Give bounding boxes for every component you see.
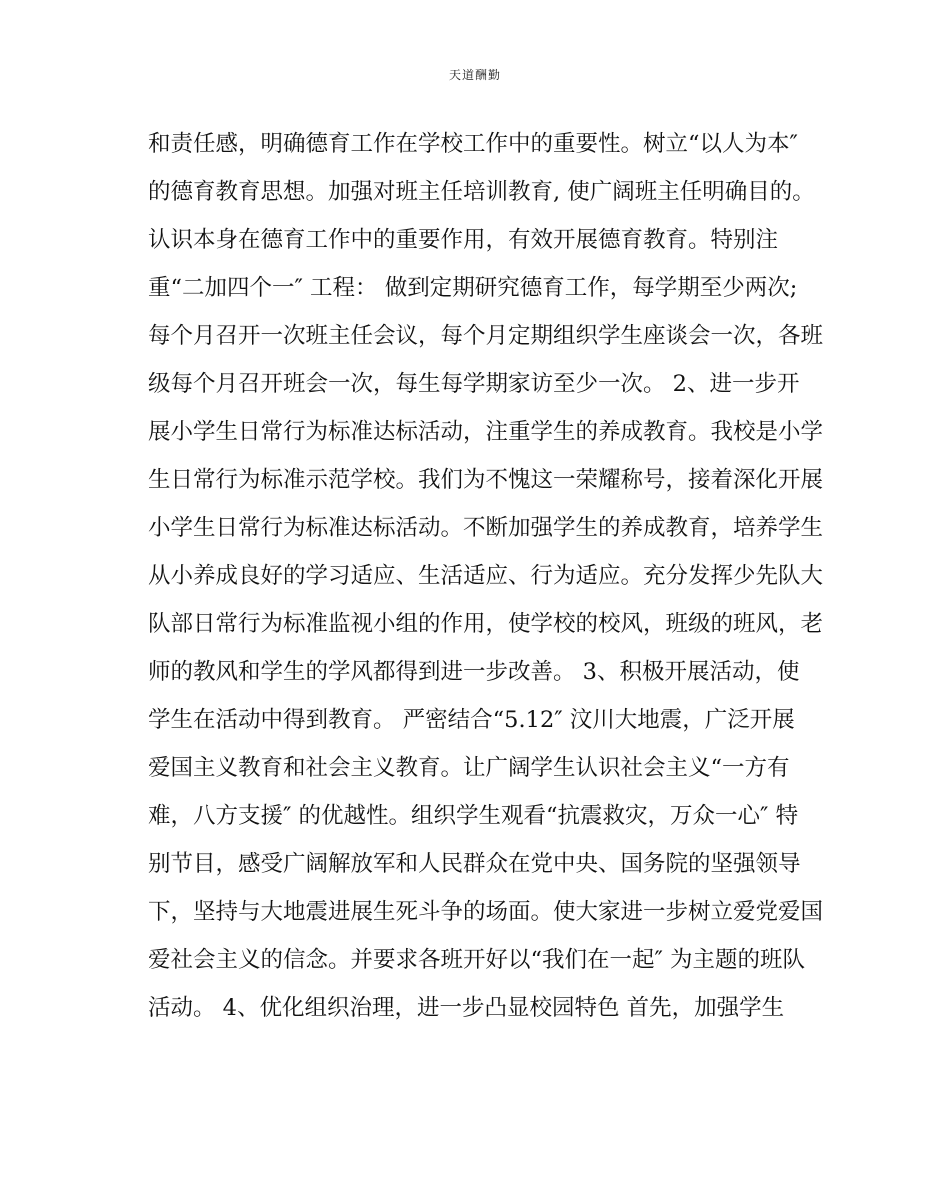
text-line: 每个月召开一次班主任会议，每个月定期组织学生座谈会一次，各班 bbox=[148, 323, 824, 349]
text-line: 别节目，感受广阔解放军和人民群众在党中央、国务院的坚强领导 bbox=[148, 851, 801, 877]
text-line: 爱国主义教育和社会主义教育。让广阔学生认识社会主义“一方有 bbox=[148, 755, 790, 781]
text-line: 学生在活动中得到教育。 严密结合“5.12″ 汶川大地震，广泛开展 bbox=[148, 707, 795, 733]
text-line: 从小养成良好的学习适应、生活适应、行为适应。充分发挥少先队大 bbox=[148, 563, 824, 589]
text-line: 级每个月召开班会一次，每生每学期家访至少一次。 2、进一步开 bbox=[148, 371, 800, 397]
text-line: 生日常行为标准示范学校。我们为不愧这一荣耀称号，接着深化开展 bbox=[148, 467, 824, 493]
text-line: 爱社会主义的信念。并要求各班开好以“我们在一起″ 为主题的班队 bbox=[148, 947, 806, 973]
text-line: 活动。 4、优化组织治理，进一步凸显校园特色 首先，加强学生 bbox=[148, 995, 785, 1021]
text-line: 队部日常行为标准监视小组的作用，使学校的校风，班级的班风，老 bbox=[148, 611, 824, 637]
text-line: 难，八方支援″ 的优越性。组织学生观看“抗震救灾，万众一心″ 特 bbox=[148, 803, 799, 829]
text-line: 重“二加四个一″ 工程： 做到定期研究德育工作，每学期至少两次; bbox=[148, 275, 798, 301]
text-line: 师的教风和学生的学风都得到进一步改善。 3、积极开展活动，使 bbox=[148, 659, 800, 685]
text-line: 展小学生日常行为标准达标活动，注重学生的养成教育。我校是小学 bbox=[148, 419, 824, 445]
body-text bbox=[148, 124, 824, 1036]
text-line: 下，坚持与大地震进展生死斗争的场面。使大家进一步树立爱党爱国 bbox=[148, 899, 824, 925]
text-line: 的德育教育思想。加强对班主任培训教育, 使广阔班主任明确目的。 bbox=[148, 179, 815, 205]
text-line: 和责任感，明确德育工作在学校工作中的重要性。树立“以人为本″ bbox=[148, 131, 798, 157]
text-line: 小学生日常行为标准达标活动。不断加强学生的养成教育，培养学生 bbox=[148, 515, 824, 541]
text-line: 认识本身在德育工作中的重要作用，有效开展德育教育。特别注 bbox=[148, 227, 779, 253]
page-header: 天道酬勤 bbox=[448, 68, 501, 82]
